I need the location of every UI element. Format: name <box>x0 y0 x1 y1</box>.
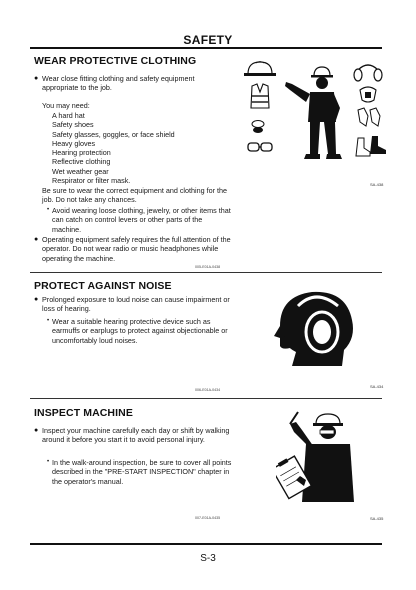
goggles-icon <box>248 143 272 151</box>
worker-figure-icon <box>285 67 342 159</box>
paragraph: Wear close fitting clothing and safety equipment appropriate to the job. <box>42 74 195 93</box>
figure-code: SA-435 <box>370 516 384 521</box>
equipment-list <box>52 111 175 185</box>
gloves-icon <box>358 108 380 126</box>
sub-bullet-icon: • <box>47 207 50 213</box>
footer-rule <box>30 543 382 545</box>
sub-bullet-icon: • <box>47 318 50 324</box>
paragraph: In the walk-around inspection, be sure to cover all points described in the "PRE-START INSPECTION" chapter in the operator's manual. <box>52 458 232 486</box>
list-item: Hearing protection <box>52 148 111 158</box>
list-item: A hard hat <box>52 111 85 120</box>
paragraph: Operating equipment safely requires the full attention of the operator. Do not wear radio or music headphones while operating the machine. <box>42 235 231 263</box>
respirator-icon <box>360 87 376 102</box>
section-title-inspect-machine: INSPECT MACHINE <box>34 407 133 419</box>
page-number: S-3 <box>200 553 216 564</box>
bullet-icon: ● <box>34 236 39 243</box>
section-title-noise: PROTECT AGAINST NOISE <box>34 280 172 292</box>
reference-code: 006-E01A-0434 <box>195 388 221 392</box>
list-item: Safety glasses, goggles, or face shield <box>52 129 175 139</box>
you-may-need-label: You may need: <box>42 101 90 110</box>
list-item: Safety shoes <box>52 120 94 130</box>
list-item: Wet weather gear <box>52 166 109 176</box>
hearing-protection-illustration <box>272 286 364 372</box>
figure-code: SA-434 <box>370 384 384 389</box>
inspection-illustration <box>276 410 362 506</box>
bullet-icon: ● <box>34 75 39 82</box>
figure-code: SA-438 <box>370 182 384 187</box>
bullet-icon: ● <box>34 427 39 434</box>
header-rule <box>30 47 382 49</box>
earmuffs-icon <box>354 65 382 81</box>
paragraph: Wear a suitable hearing protective device such as earmuffs or earplugs to protect against objectionable or uncomfortably loud noises. <box>52 317 228 345</box>
reference-code: 007-E01A-0435 <box>195 516 221 520</box>
inspector-with-clipboard-icon <box>276 412 354 502</box>
sub-bullet-icon: • <box>47 459 50 465</box>
section-divider <box>30 398 382 399</box>
paragraph: Be sure to wear the correct equipment and clothing for the job. Do not take any chances. <box>42 186 227 205</box>
list-item: Heavy gloves <box>52 138 96 148</box>
section-divider <box>30 272 382 273</box>
earplugs-icon <box>252 121 264 134</box>
reflective-vest-icon <box>251 84 269 108</box>
section-title-protective-clothing: WEAR PROTECTIVE CLOTHING <box>34 55 197 67</box>
reference-code: 005-E01A-0438 <box>195 265 221 269</box>
bullet-icon: ● <box>34 296 39 303</box>
page-title: SAFETY <box>183 33 233 47</box>
paragraph: Prolonged exposure to loud noise can cause impairment or loss of hearing. <box>42 295 230 314</box>
safety-boots-icon <box>356 136 386 156</box>
protective-clothing-illustration <box>240 60 388 172</box>
paragraph: Avoid wearing loose clothing, jewelry, or other items that can catch on control levers or other parts of the machine. <box>52 206 231 234</box>
paragraph: Inspect your machine carefully each day or shift by walking around it before you start it to avoid personal injury. <box>42 426 230 445</box>
list-item: Reflective clothing <box>52 157 111 167</box>
head-with-earmuffs-icon <box>274 292 353 366</box>
hard-hat-icon <box>244 62 276 77</box>
list-item: Respirator or filter mask. <box>52 176 131 186</box>
